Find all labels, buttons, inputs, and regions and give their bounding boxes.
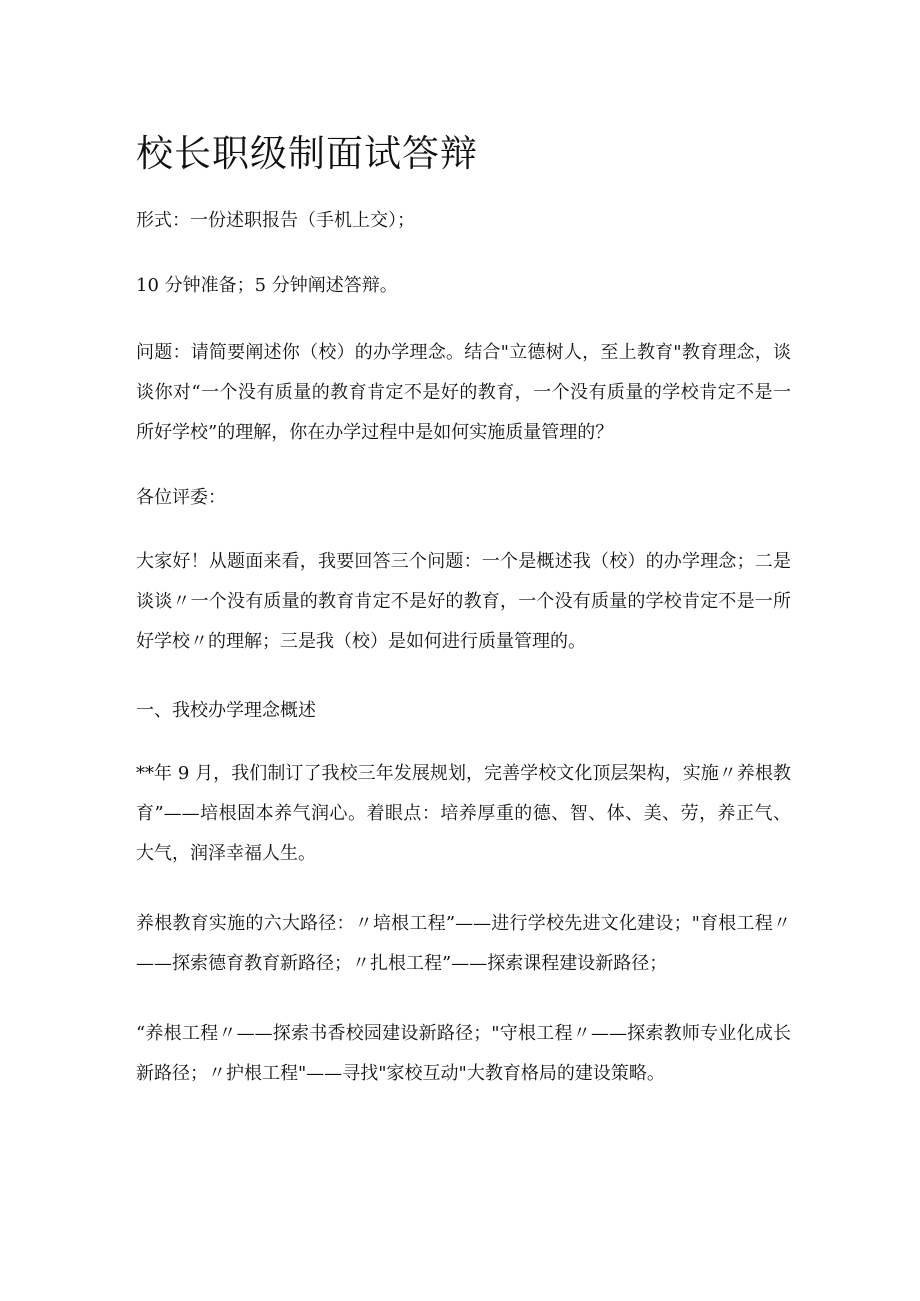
- paragraph-introduction: 大家好！从题面来看，我要回答三个问题：一个是概述我（校）的办学理念；二是谈谈〃一个没有质量的教育肯定不是好的教育，一个没有质量的学校肯定不是一所好学校〃的理解；三是我（校）是如何进行质量管理的。: [136, 551, 791, 652]
- paragraph-format: 形式：一份述职报告（手机上交）；: [136, 210, 415, 231]
- paragraph-six-paths-part2: “养根工程〃——探索书香校园建设新路径；"守根工程〃——探索教师专业化成长新路径；〃护根工程"——寻找"家校互动"大教育格局的建设策略。: [136, 1023, 791, 1084]
- document-body: [136, 124, 791, 1094]
- paragraph-salutation: 各位评委：: [136, 487, 226, 508]
- section-heading-philosophy: 一、我校办学理念概述: [136, 700, 316, 721]
- paragraph-six-paths-part1: 养根教育实施的六大路径：〃培根工程”——进行学校先进文化建设；"育根工程〃——探索德育教育新路径；〃扎根工程”——探索课程建设新路径；: [136, 913, 791, 974]
- paragraph-development-plan: **年 9 月，我们制订了我校三年发展规划，完善学校文化顶层架构，实施〃养根教育”——培根固本养气润心。着眼点：培养厚重的德、智、体、美、劳，养正气、大气，润泽幸福人生。: [136, 763, 791, 864]
- paragraph-question: 问题：请简要阐述你（校）的办学理念。结合"立德树人，至上教育"教育理念，谈谈你对“一个没有质量的教育肯定不是好的教育，一个没有质量的学校肯定不是一所好学校”的理解，你在办学过程中是如何实施质量管理的？: [136, 342, 791, 443]
- paragraph-timing: 10 分钟准备；5 分钟阐述答辩。: [136, 275, 398, 296]
- document-title: 校长职级制面试答辩: [136, 132, 478, 175]
